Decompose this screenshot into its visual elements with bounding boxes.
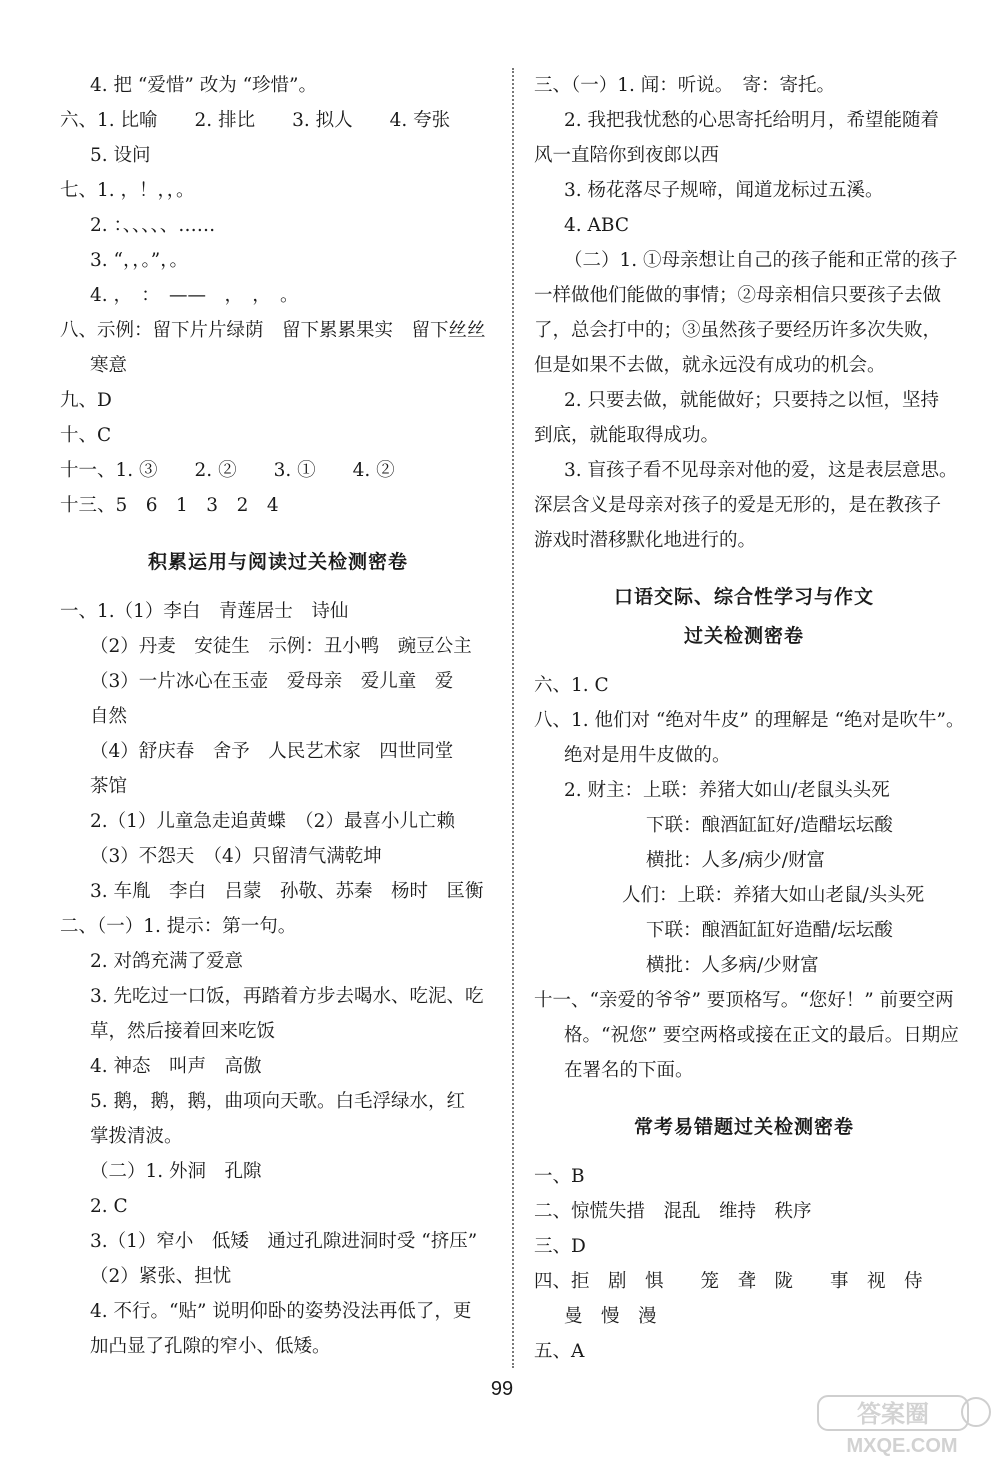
right-answer-line: 到底，就能取得成功。 bbox=[534, 425, 720, 446]
right-answer-line: （二）1. ①母亲想让自己的孩子能和正常的孩子 bbox=[564, 250, 958, 271]
left-answer-line: 掌拨清波。 bbox=[90, 1126, 183, 1147]
right-answer-line: 一样做他们能做的事情；②母亲相信只要孩子去做 bbox=[534, 285, 942, 306]
right-answer-line: 二、惊慌失措 混乱 维持 秩序 bbox=[534, 1201, 812, 1222]
left-answer-line: 2.（1）儿童急走追黄蝶 （2）最喜小儿亡赖 bbox=[90, 811, 455, 832]
right-answer-line: 横批：人多病/少财富 bbox=[646, 955, 819, 976]
left-answer-line: 加凸显了孔隙的窄小、低矮。 bbox=[90, 1336, 331, 1357]
page-number: 99 bbox=[490, 1378, 514, 1400]
left-answer-line: 2. C bbox=[90, 1196, 128, 1217]
right-answer-line: 四、拒 剧 惧 笼 聋 陇 事 视 侍 bbox=[534, 1271, 923, 1292]
right-answer-line: 下联：酿酒缸缸好造醋/坛坛酸 bbox=[646, 920, 893, 941]
right-answer-line: 3. 杨花落尽子规啼，闻道龙标过五溪。 bbox=[564, 180, 884, 201]
left-answer-line: 六、1. 比喻 2. 排比 3. 拟人 4. 夸张 bbox=[60, 110, 451, 131]
left-answer-line: （3）不怨天 （4）只留清气满乾坤 bbox=[90, 846, 382, 867]
left-answer-line: 3.（1）窄小 低矮 通过孔隙进洞时受 “挤压” bbox=[90, 1231, 478, 1252]
left-answer-line: （3）一片冰心在玉壶 爱母亲 爱儿童 爱 bbox=[90, 671, 454, 692]
left-answer-line: 茶馆 bbox=[90, 776, 128, 797]
right-column bbox=[534, 68, 965, 1369]
right-answer-line: 在署名的下面。 bbox=[564, 1060, 694, 1081]
right-answer-line: 曼 慢 漫 bbox=[564, 1306, 657, 1327]
left-answer-line: 十三、5 6 1 3 2 4 bbox=[60, 495, 279, 516]
left-answer-line: 十、C bbox=[60, 425, 112, 446]
right-answer-line: 十一、“亲爱的爷爷” 要顶格写。“您好！” 前要空两 bbox=[534, 990, 954, 1011]
left-answer-line: 4. 把 “爱惜” 改为 “珍惜”。 bbox=[90, 75, 318, 96]
section-heading: 常考易错题过关检测密卷 bbox=[633, 1116, 854, 1138]
section-heading: 口语交际、综合性学习与作文 bbox=[613, 586, 874, 608]
right-answer-line: 游戏时潜移默化地进行的。 bbox=[534, 530, 757, 551]
right-answer-line: 人们：上联：养猪大如山老鼠/头头死 bbox=[622, 885, 925, 906]
left-answer-line: 3. 先吃过一口饭，再踏着方步去喝水、吃泥、吃 bbox=[90, 986, 484, 1007]
left-answer-line: （二）1. 外洞 孔隙 bbox=[90, 1161, 262, 1182]
right-answer-line: 八、1. 他们对 “绝对牛皮” 的理解是 “绝对是吹牛”。 bbox=[534, 710, 965, 731]
left-answer-line: 3. “，，。”，。 bbox=[90, 250, 188, 271]
right-answer-line: 三、（一）1. 闻：听说。 寄：寄托。 bbox=[534, 75, 836, 96]
left-answer-line: 5. 设问 bbox=[90, 145, 151, 166]
left-answer-line: 2. 对鸽充满了爱意 bbox=[90, 951, 244, 972]
right-answer-line: 绝对是用牛皮做的。 bbox=[564, 745, 731, 766]
right-answer-line: 一、B bbox=[534, 1166, 585, 1187]
left-answer-line: 十一、1. ③ 2. ② 3. ① 4. ② bbox=[60, 460, 395, 481]
left-answer-line: 5. 鹅，鹅，鹅，曲项向天歌。白毛浮绿水，红 bbox=[90, 1091, 466, 1112]
right-answer-line: 2. 只要去做，就能做好；只要持之以恒，坚持 bbox=[564, 390, 940, 411]
left-answer-line: （2）丹麦 安徒生 示例：丑小鸭 豌豆公主 bbox=[90, 636, 472, 657]
right-answer-line: 横批：人多/病少/财富 bbox=[646, 850, 825, 871]
right-answer-line: 但是如果不去做，就永远没有成功的机会。 bbox=[534, 355, 886, 376]
right-answer-line: 2. 我把我忧愁的心思寄托给明月，希望能随着 bbox=[564, 110, 940, 131]
watermark-brand: 答案圈 bbox=[857, 1400, 929, 1428]
left-answer-line: （4）舒庆春 舍予 人民艺术家 四世同堂 bbox=[90, 741, 454, 762]
right-answer-line: 风一直陪你到夜郎以西 bbox=[534, 145, 720, 166]
left-answer-line: 寒意 bbox=[90, 355, 128, 376]
left-answer-line: 八、示例：留下片片绿荫 留下累累果实 留下丝丝 bbox=[60, 320, 486, 341]
column-divider bbox=[512, 68, 514, 1368]
left-answer-line: （2）紧张、担忧 bbox=[90, 1266, 232, 1287]
section-heading: 过关检测密卷 bbox=[683, 625, 804, 647]
left-answer-line: 自然 bbox=[90, 706, 128, 727]
right-answer-line: 3. 盲孩子看不见母亲对他的爱，这是表层意思。 bbox=[564, 460, 958, 481]
right-answer-line: 下联：酿酒缸缸好/造醋坛坛酸 bbox=[646, 815, 893, 836]
left-answer-line: 二、（一）1. 提示：第一句。 bbox=[60, 916, 297, 937]
watermark-domain: MXQE.COM bbox=[846, 1435, 958, 1456]
right-answer-line: 深层含义是母亲对孩子的爱是无形的，是在教孩子 bbox=[534, 495, 942, 516]
section-heading: 积累运用与阅读过关检测密卷 bbox=[147, 551, 408, 573]
left-answer-line: 4. ， ： —— ， ， 。 bbox=[90, 285, 299, 306]
right-answer-line: 六、1. C bbox=[534, 675, 609, 696]
left-answer-line: 九、D bbox=[60, 390, 112, 411]
right-answer-line: 4. ABC bbox=[564, 215, 629, 236]
left-answer-line: 七、1. ，！，，。 bbox=[60, 180, 195, 201]
left-answer-line: 2. ：、、、、、…… bbox=[90, 215, 216, 236]
left-answer-line: 3. 车胤 李白 吕蒙 孙敬、苏秦 杨时 匡衡 bbox=[90, 881, 484, 902]
right-answer-line: 格。“祝您” 要空两格或接在正文的最后。日期应 bbox=[564, 1025, 959, 1046]
right-answer-line: 五、A bbox=[534, 1341, 585, 1362]
left-answer-line: 草，然后接着回来吃饭 bbox=[90, 1021, 276, 1042]
right-answer-line: 了，总会打中的；③虽然孩子要经历许多次失败， bbox=[534, 320, 942, 341]
left-answer-line: 一、1.（1）李白 青莲居士 诗仙 bbox=[60, 601, 349, 622]
left-answer-line: 4. 不行。“贴” 说明仰卧的姿势没法再低了，更 bbox=[90, 1301, 472, 1322]
watermark-logo bbox=[810, 1392, 994, 1456]
left-answer-line: 4. 神态 叫声 高傲 bbox=[90, 1056, 262, 1077]
right-answer-line: 2. 财主：上联：养猪大如山/老鼠头头死 bbox=[564, 780, 890, 801]
right-answer-line: 三、D bbox=[534, 1236, 586, 1257]
left-column bbox=[60, 68, 496, 1364]
